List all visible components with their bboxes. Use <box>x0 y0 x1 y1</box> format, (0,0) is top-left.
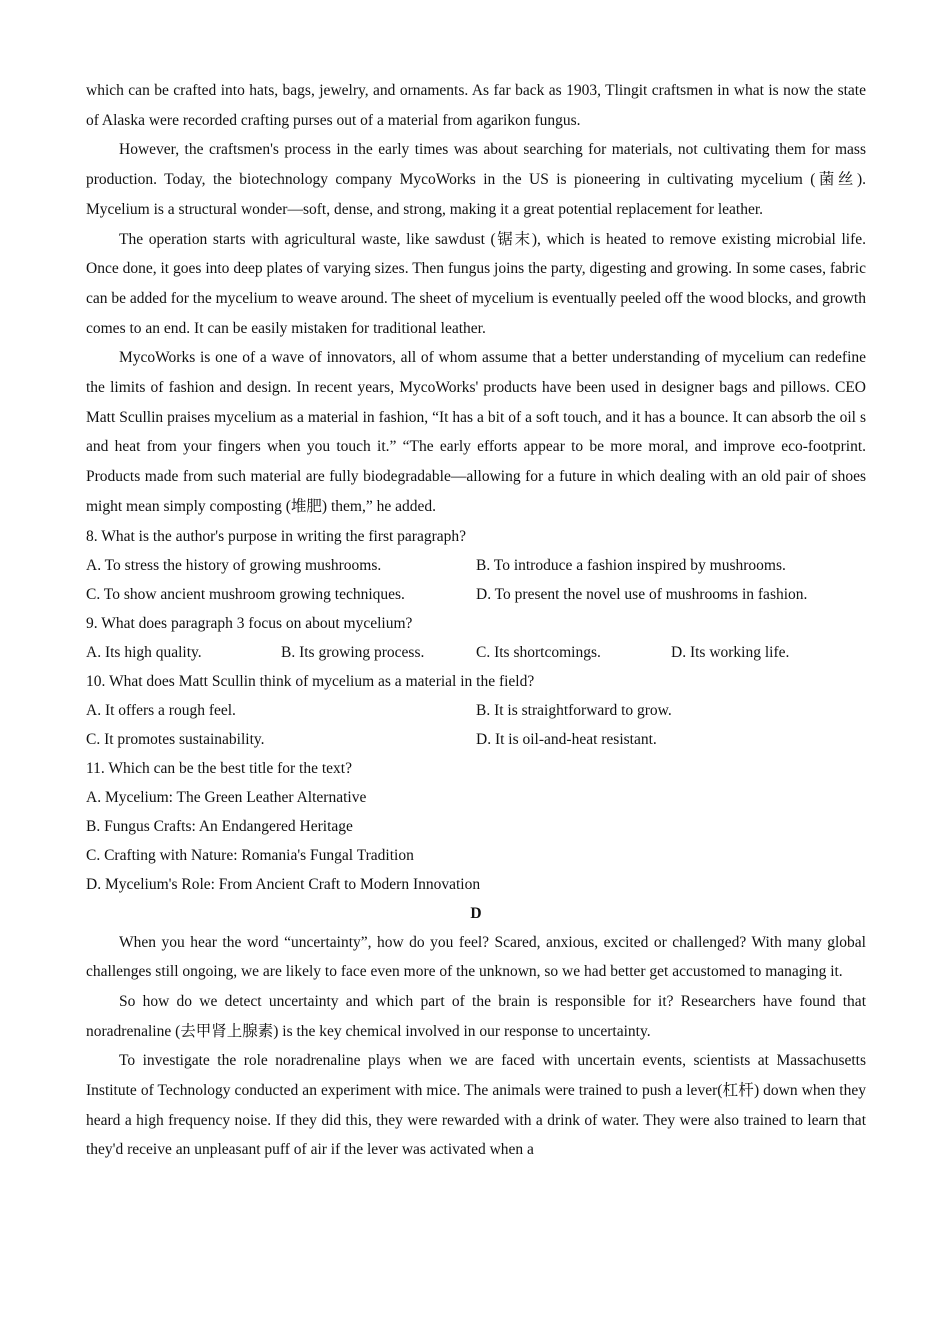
question-8-option-a: A. To stress the history of growing mushrooms. <box>86 556 382 574</box>
question-8-stem: 8. What is the author's purpose in writing the first paragraph? <box>86 527 467 545</box>
question-11-option-c: C. Crafting with Nature: Romania's Fungal Tradition <box>86 846 414 864</box>
question-11-option-b: B. Fungus Crafts: An Endangered Heritage <box>86 817 353 835</box>
question-8-option-c: C. To show ancient mushroom growing techniques. <box>86 585 405 603</box>
question-10-option-c: C. It promotes sustainability. <box>86 730 265 748</box>
question-9-options-row <box>86 638 866 667</box>
passage-c-paragraph-4: MycoWorks is one of a wave of innovators, all of whom assume that a better understanding of mycelium can redefine the limits of fashion and design. In recent years, MycoWorks' products have been used in designer bags and pillows. CEO Matt Scullin praises mycelium as a material in fashion, “It has a bit of a soft touch, and it has a bounce. It can absorb the oil s and heat from your fingers when you touch it.” “The early efforts appear to be more moral, and improve eco-footprint. Products made from such material are fully biodegradable—allowing for a future in which dealing with an old pair of shoes might mean simply composting (堆肥) them,” he added. <box>86 349 866 515</box>
question-8-options-row-1 <box>86 551 866 580</box>
exam-page <box>86 76 866 1165</box>
question-9-option-a: A. Its high quality. <box>86 643 202 661</box>
question-8-option-d: D. To present the novel use of mushrooms in fashion. <box>476 585 808 603</box>
passage-c-paragraph-3: The operation starts with agricultural waste, like sawdust (锯末), which is heated to remove existing microbial life. Once done, it goes into deep plates of varying sizes. Then fungus joins the party, digesting and growing. In some cases, fabric can be added for the mycelium to weave around. The sheet of mycelium is eventually peeled off the wood blocks, and growth comes to an end. It can be easily mistaken for traditional leather. <box>86 230 866 337</box>
question-11-option-a: A. Mycelium: The Green Leather Alternative <box>86 788 367 806</box>
question-11-option-d: D. Mycelium's Role: From Ancient Craft to Modern Innovation <box>86 875 481 893</box>
question-10-options-row-1 <box>86 696 866 725</box>
question-9-option-b: B. Its growing process. <box>281 643 425 661</box>
passage-c-paragraph-1: which can be crafted into hats, bags, jewelry, and ornaments. As far back as 1903, Tlingit craftsmen in what is now the state of Alaska were recorded crafting purses out of a material from agarikon fungus. <box>86 82 866 129</box>
question-10-option-a: A. It offers a rough feel. <box>86 701 236 719</box>
question-10-option-b: B. It is straightforward to grow. <box>476 701 672 719</box>
passage-c-paragraph-2: However, the craftsmen's process in the early times was about searching for materials, not cultivating them for mass production. Today, the biotechnology company MycoWorks in the US is pioneering in cultivating mycelium (菌丝). Mycelium is a structural wonder—soft, dense, and strong, making it a great potential replacement for leather. <box>86 141 866 218</box>
question-8-option-b: B. To introduce a fashion inspired by mushrooms. <box>476 556 786 574</box>
question-10-options-row-2 <box>86 725 866 754</box>
question-11-stem: 11. Which can be the best title for the text? <box>86 759 352 777</box>
question-9-option-d: D. Its working life. <box>671 643 790 661</box>
question-9-option-c: C. Its shortcomings. <box>476 643 601 661</box>
passage-d-paragraph-2: So how do we detect uncertainty and which part of the brain is responsible for it? Researchers have found that noradrenaline (去甲肾上腺素) is the key chemical involved in our response to uncertainty. <box>86 992 866 1040</box>
question-10-option-d: D. It is oil-and-heat resistant. <box>476 730 657 748</box>
question-8-options-row-2 <box>86 580 866 609</box>
passage-d-paragraph-3: To investigate the role noradrenaline plays when we are faced with uncertain events, scientists at Massachusetts Institute of Technology conducted an experiment with mice. The animals were trained to push a lever(杠杆) down when they heard a high frequency noise. If they did this, they were rewarded with a drink of water. They were also trained to learn that they'd receive an unpleasant puff of air if the lever was activated when a <box>86 1052 866 1159</box>
question-9-stem: 9. What does paragraph 3 focus on about mycelium? <box>86 614 413 632</box>
passage-d-paragraph-1: When you hear the word “uncertainty”, how do you feel? Scared, anxious, excited or challenged? With many global challenges still ongoing, we are likely to face even more of the unknown, so we had better get accustomed to managing it. <box>86 933 866 981</box>
passage-d-heading: D <box>470 904 482 922</box>
question-10-stem: 10. What does Matt Scullin think of mycelium as a material in the field? <box>86 672 535 690</box>
